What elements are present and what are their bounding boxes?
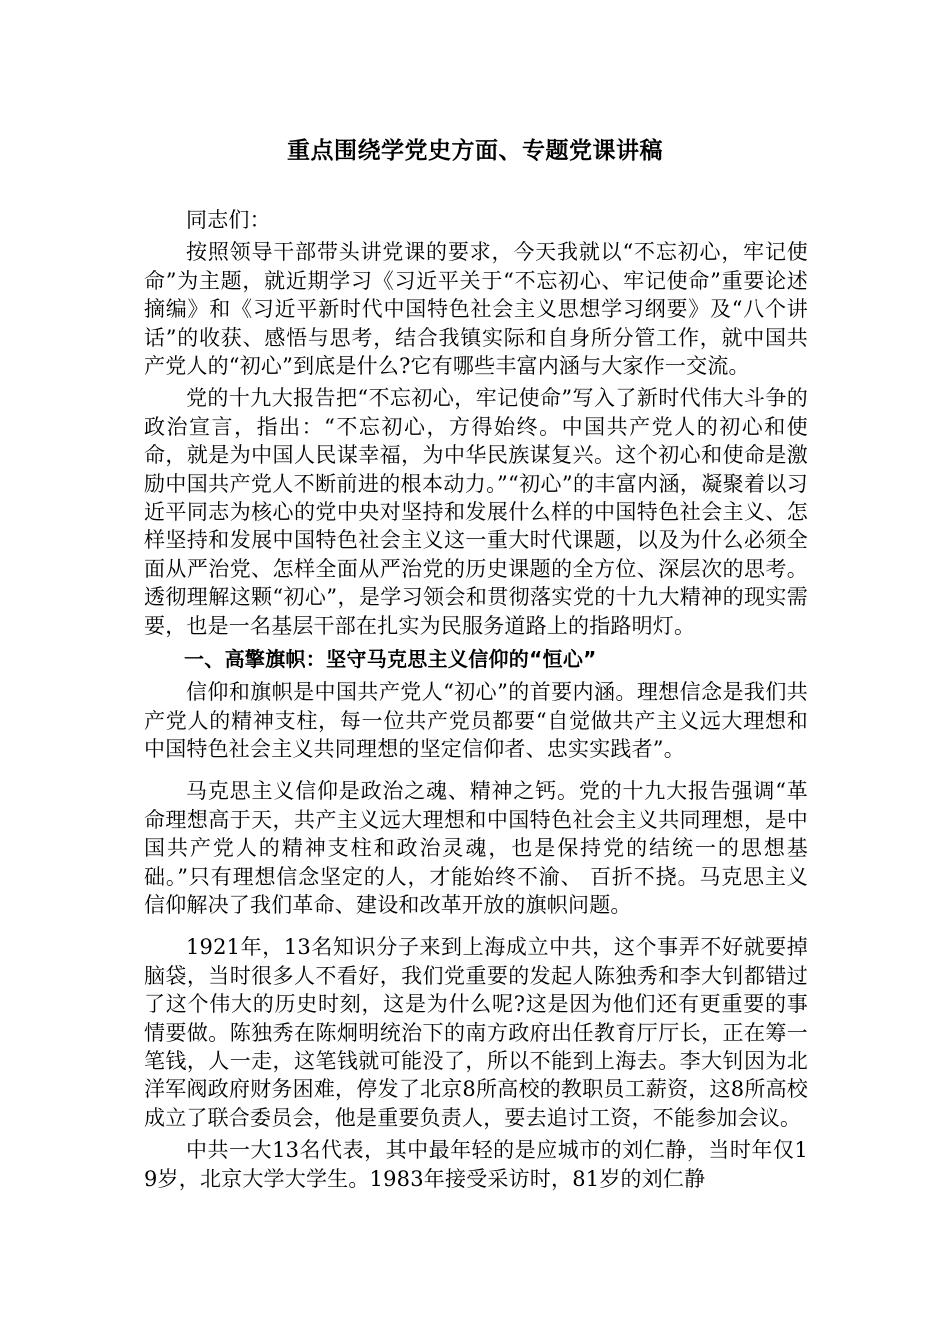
body-paragraph: 按照领导干部带头讲党课的要求，今天我就以“不忘初心，牢记使命”为主题，就近期学习《习近平关于“不忘初心、牢记使命”重要论述摘编》和《习近平新时代中国特色社会主义思想学习纲要》及“八个讲话”的收获、感悟与思考，结合我镇实际和自身所分管工作，就中国共产党人的“初心”到底是什么?它有哪些丰富内涵与大家作一交流。	[144, 240, 808, 379]
body-paragraph: 1921年，13名知识分子来到上海成立中共，这个事弄不好就要掉脑袋，当时很多人不看好，我们党重要的发起人陈独秀和李大钊都错过了这个伟大的历史时刻，这是为什么呢?这是因为他们还有更重要的事情要做。陈独秀在陈炯明统治下的南方政府出任教育厅厅长，正在筹一笔钱，人一走，这笔钱就可能没了，所以不能到上海去。李大钊因为北洋军阀政府财务困难，停发了北京8所高校的教职员工薪资，这8所高校成立了联合委员会，他是重要负责人，要去追讨工资，不能参加会议。	[144, 935, 808, 1130]
section-heading: 一、高擎旗帜：坚守马克思主义信仰的“恒心”	[184, 647, 597, 672]
body-paragraph: 中共一大13名代表，其中最年轻的是应城市的刘仁静，当时年仅19岁，北京大学大学生。1983年接受采访时，81岁的刘仁静	[144, 1138, 808, 1191]
body-paragraph: 信仰和旗帜是中国共产党人“初心”的首要内涵。理想信念是我们共产党人的精神支柱，每一位共产党员都要“自觉做共产主义远大理想和中国特色社会主义共同理想的坚定信仰者、忠实实践者”。	[144, 680, 808, 761]
document-title: 重点围绕学党史方面、专题党课讲稿	[287, 138, 663, 164]
salutation: 同志们：	[186, 208, 271, 232]
body-paragraph: 马克思主义信仰是政治之魂、精神之钙。党的十九大报告强调“革命理想高于天，共产主义远大理想和中国特色社会主义共同理想，是中国共产党人的精神支柱和政治灵魂，也是保持党的结统一的思想基础。”只有理想信念坚定的人，才能始终不渝、 百折不挠。马克思主义信仰解决了我们革命、建设和改革开放的旗帜问题。	[144, 779, 808, 917]
body-paragraph: 党的十九大报告把“不忘初心，牢记使命”写入了新时代伟大斗争的政治宣言，指出：“不忘初心，方得始终。中国共产党人的初心和使命，就是为中国人民谋幸福，为中华民族谋复兴。这个初心和使命是激励中国共产党人不断前进的根本动力。”“初心”的丰富内涵，凝聚着以习近平同志为核心的党中央对坚持和发展什么样的中国特色社会主义、怎样坚持和发展中国特色社会主义这一重大时代课题，以及为什么必须全面从严治党、怎样全面从严治党的历史课题的全方位、深层次的思考。透彻理解这颗“初心”，是学习领会和贯彻落实党的十九大精神的现实需要，也是一名基层干部在扎实为民服务道路上的指路明灯。	[144, 386, 808, 638]
document-body	[144, 206, 808, 1193]
